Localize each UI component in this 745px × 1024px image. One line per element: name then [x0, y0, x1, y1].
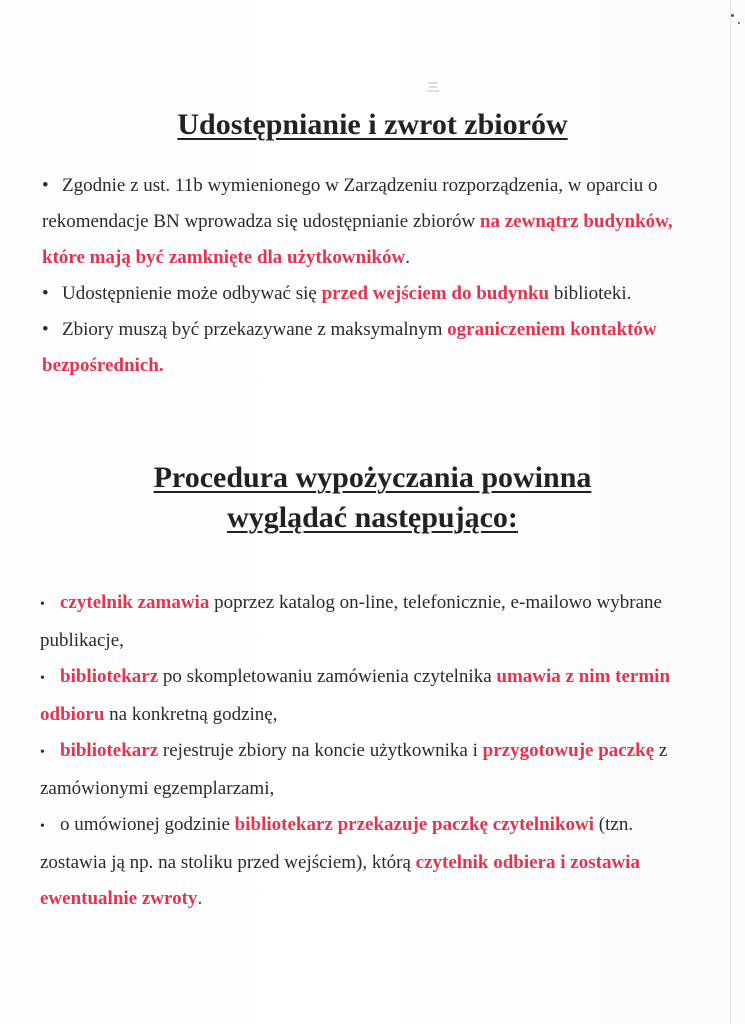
bullet-icon: •	[42, 175, 49, 196]
highlighted-text: ograniczeniem kontaktów bezpośrednich.	[42, 319, 657, 376]
bullet-item	[42, 276, 682, 312]
body-text: Zgodnie z ust. 11b wymienionego w Zarządzeniu rozporządzenia, w oparciu o rekomendacje BN wprowadza się udostępnianie zbiorów	[42, 175, 658, 232]
scan-speck	[738, 22, 740, 24]
body-text: o umówionej godzinie	[60, 814, 235, 835]
page-title: Udostępnianie i zwrot zbiorów	[177, 108, 568, 141]
highlighted-text: przygotowuje paczkę	[482, 740, 655, 761]
highlighted-text: bibliotekarz	[60, 666, 159, 687]
bullet-icon: •	[40, 819, 45, 834]
body-text: biblioteki.	[549, 283, 632, 304]
bullet-item	[42, 168, 682, 276]
body-text: .	[197, 888, 203, 909]
highlighted-text: umawia z nim termin odbioru	[40, 666, 671, 725]
scan-speck	[731, 14, 734, 17]
highlighted-text: czytelnik zamawia	[60, 592, 210, 613]
procedure-heading	[0, 458, 745, 538]
bullet-icon: •	[40, 597, 45, 612]
bullet-item	[40, 807, 690, 917]
scan-artifact-icon	[426, 80, 440, 96]
procedure-heading-line2: wyglądać następująco:	[227, 501, 518, 534]
body-text: Zbiory muszą być przekazywane z maksymalnym	[62, 319, 448, 340]
highlighted-text: bibliotekarz	[60, 740, 159, 761]
body-text: po skompletowaniu zamówienia czytelnika	[158, 666, 497, 687]
bullet-icon: •	[40, 671, 45, 686]
procedure-heading-line1: Procedura wypożyczania powinna	[153, 461, 592, 494]
highlighted-text: bibliotekarz przekazuje paczkę czytelnikowi	[234, 814, 595, 835]
procedure-bullet-list	[40, 585, 690, 917]
body-text: (tzn. zostawia ją np. na stoliku przed wejściem), którą	[40, 814, 634, 873]
body-text: .	[405, 247, 411, 268]
body-text: Udostępnienie może odbywać się	[62, 283, 322, 304]
bullet-item	[42, 312, 682, 384]
body-text: poprzez katalog on-line, telefonicznie, e-mailowo wybrane publikacje,	[40, 592, 662, 651]
bullet-icon: •	[42, 283, 49, 304]
bullet-item	[40, 585, 690, 659]
bullet-icon: •	[42, 319, 49, 340]
highlighted-text: na zewnątrz budynków, które mają być zamknięte dla użytkowników	[42, 211, 673, 268]
body-text: z zamówionymi egzemplarzami,	[40, 740, 668, 799]
body-text: na konkretną godzinę,	[104, 704, 278, 725]
section1-bullet-list	[42, 168, 682, 384]
body-text: rejestruje zbiory na koncie użytkownika i	[158, 740, 483, 761]
bullet-item	[40, 733, 690, 807]
bullet-item	[40, 659, 690, 733]
highlighted-text: przed wejściem do budynku	[321, 283, 550, 304]
bullet-icon: •	[40, 745, 45, 760]
highlighted-text: czytelnik odbiera i zostawia ewentualnie zwroty	[40, 852, 640, 909]
